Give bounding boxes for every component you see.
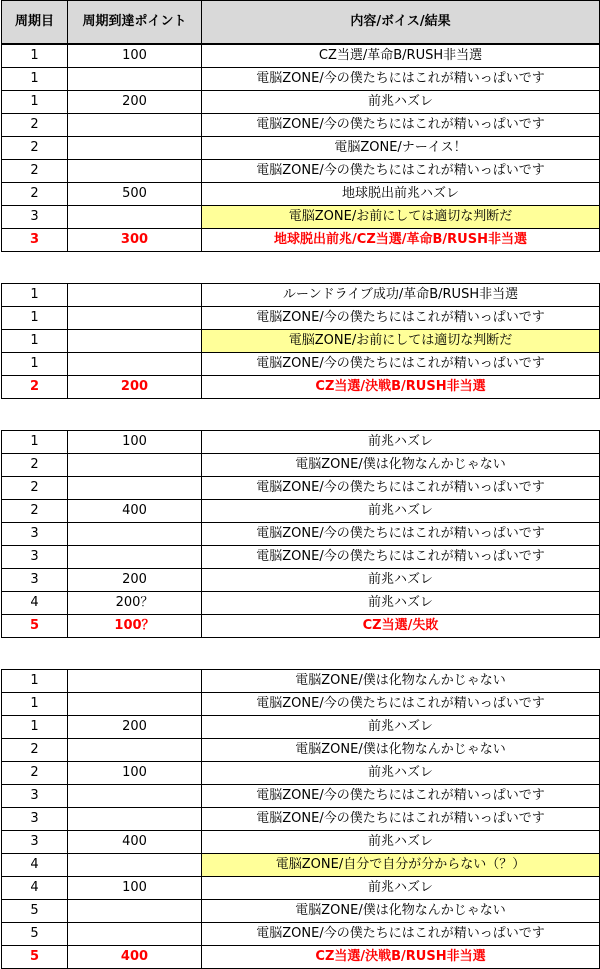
points-cell: 500 <box>68 183 202 206</box>
content-cell: 前兆ハズレ <box>202 716 600 739</box>
content-cell: 前兆ハズレ <box>202 762 600 785</box>
table-row <box>2 523 600 546</box>
points-cell: 200？ <box>68 592 202 615</box>
table-row <box>2 137 600 160</box>
result-row <box>2 376 600 399</box>
table-row <box>2 877 600 900</box>
table-row <box>2 454 600 477</box>
cycle-cell: 1 <box>2 353 68 376</box>
points-cell <box>68 137 202 160</box>
cycle-cell: 1 <box>2 284 68 307</box>
cycle-cell: 1 <box>2 693 68 716</box>
cycle-cell: 1 <box>2 91 68 114</box>
table-row <box>2 477 600 500</box>
content-cell: 電脳ZONE/今の僕たちにはこれが精いっぱいです <box>202 785 600 808</box>
content-cell: 電脳ZONE/今の僕たちにはこれが精いっぱいです <box>202 353 600 376</box>
table-row <box>2 183 600 206</box>
points-cell <box>68 477 202 500</box>
content-cell: CZ当選/革命B/RUSH非当選 <box>202 45 600 68</box>
header-points: 周期到達ポイント <box>68 1 202 44</box>
sections-container <box>0 44 600 969</box>
content-cell: 電脳ZONE/今の僕たちにはこれが精いっぱいです <box>202 114 600 137</box>
points-cell <box>68 900 202 923</box>
points-cell <box>68 114 202 137</box>
content-cell: 電脳ZONE/今の僕たちにはこれが精いっぱいです <box>202 160 600 183</box>
content-cell: 地球脱出前兆ハズレ <box>202 183 600 206</box>
table-row <box>2 68 600 91</box>
content-cell: 前兆ハズレ <box>202 91 600 114</box>
table-row <box>2 785 600 808</box>
section-table-3 <box>1 430 600 638</box>
cycle-cell: 2 <box>2 454 68 477</box>
table-row <box>2 831 600 854</box>
cycle-cell: 5 <box>2 946 68 969</box>
result-row <box>2 946 600 969</box>
table-row <box>2 206 600 229</box>
points-cell <box>68 330 202 353</box>
content-cell: 電脳ZONE/僕は化物なんかじゃない <box>202 454 600 477</box>
points-cell: 100 <box>68 877 202 900</box>
table-row <box>2 716 600 739</box>
points-cell: 300 <box>68 229 202 252</box>
header-row <box>2 1 600 44</box>
table-row <box>2 91 600 114</box>
section-table-1 <box>1 44 600 252</box>
content-cell: 地球脱出前兆/CZ当選/革命B/RUSH非当選 <box>202 229 600 252</box>
section-table-4 <box>1 669 600 969</box>
content-cell: 電脳ZONE/ナーイス！ <box>202 137 600 160</box>
content-cell: 電脳ZONE/今の僕たちにはこれが精いっぱいです <box>202 477 600 500</box>
points-cell <box>68 284 202 307</box>
cycle-cell: 3 <box>2 229 68 252</box>
content-cell: 前兆ハズレ <box>202 500 600 523</box>
header-table <box>1 0 600 44</box>
section-gap <box>0 252 600 283</box>
table-row <box>2 500 600 523</box>
cycle-cell: 1 <box>2 307 68 330</box>
points-cell <box>68 923 202 946</box>
content-cell: 電脳ZONE/今の僕たちにはこれが精いっぱいです <box>202 923 600 946</box>
cycle-cell: 1 <box>2 330 68 353</box>
cycle-cell: 3 <box>2 569 68 592</box>
cycle-cell: 3 <box>2 546 68 569</box>
cycle-cell: 2 <box>2 114 68 137</box>
cycle-cell: 3 <box>2 206 68 229</box>
content-cell: 前兆ハズレ <box>202 569 600 592</box>
points-cell <box>68 523 202 546</box>
result-row <box>2 615 600 638</box>
section-gap <box>0 399 600 430</box>
content-cell: 電脳ZONE/僕は化物なんかじゃない <box>202 739 600 762</box>
cycle-cell: 1 <box>2 716 68 739</box>
cycle-cell: 4 <box>2 854 68 877</box>
points-cell <box>68 307 202 330</box>
cycle-cell: 2 <box>2 160 68 183</box>
points-cell <box>68 454 202 477</box>
content-cell: 電脳ZONE/お前にしては適切な判断だ <box>202 330 600 353</box>
cycle-cell: 5 <box>2 923 68 946</box>
table-row <box>2 45 600 68</box>
points-cell <box>68 68 202 91</box>
cycle-cell: 3 <box>2 785 68 808</box>
table-row <box>2 923 600 946</box>
result-row <box>2 229 600 252</box>
points-cell: 100 <box>68 762 202 785</box>
table-row <box>2 670 600 693</box>
cycle-cell: 2 <box>2 762 68 785</box>
points-cell <box>68 353 202 376</box>
content-cell: 電脳ZONE/僕は化物なんかじゃない <box>202 670 600 693</box>
points-cell: 400 <box>68 500 202 523</box>
points-cell <box>68 808 202 831</box>
content-cell: 電脳ZONE/今の僕たちにはこれが精いっぱいです <box>202 693 600 716</box>
table-row <box>2 431 600 454</box>
content-cell: 前兆ハズレ <box>202 431 600 454</box>
points-cell: 200 <box>68 376 202 399</box>
cycle-cell: 1 <box>2 670 68 693</box>
points-cell: 100 <box>68 431 202 454</box>
content-cell: 電脳ZONE/今の僕たちにはこれが精いっぱいです <box>202 546 600 569</box>
table-row <box>2 353 600 376</box>
table-row <box>2 900 600 923</box>
cycle-cell: 3 <box>2 808 68 831</box>
table-row <box>2 307 600 330</box>
content-cell: 電脳ZONE/今の僕たちにはこれが精いっぱいです <box>202 808 600 831</box>
points-cell: 200 <box>68 569 202 592</box>
points-cell <box>68 160 202 183</box>
points-cell <box>68 206 202 229</box>
table-row <box>2 592 600 615</box>
points-cell: 100 <box>68 45 202 68</box>
content-cell: 前兆ハズレ <box>202 831 600 854</box>
cycle-cell: 2 <box>2 376 68 399</box>
content-cell: 電脳ZONE/僕は化物なんかじゃない <box>202 900 600 923</box>
cycle-cell: 1 <box>2 45 68 68</box>
table-row <box>2 762 600 785</box>
cycle-cell: 2 <box>2 500 68 523</box>
content-cell: CZ当選/決戦B/RUSH非当選 <box>202 376 600 399</box>
cycle-cell: 3 <box>2 831 68 854</box>
cycle-cell: 5 <box>2 900 68 923</box>
cycle-cell: 1 <box>2 68 68 91</box>
table-row <box>2 114 600 137</box>
table-row <box>2 284 600 307</box>
content-cell: 前兆ハズレ <box>202 877 600 900</box>
cycle-cell: 2 <box>2 477 68 500</box>
cycle-cell: 4 <box>2 592 68 615</box>
content-cell: 前兆ハズレ <box>202 592 600 615</box>
table-row <box>2 854 600 877</box>
points-cell <box>68 670 202 693</box>
points-cell: 200 <box>68 716 202 739</box>
cycle-cell: 2 <box>2 739 68 762</box>
points-cell <box>68 739 202 762</box>
cycle-cell: 3 <box>2 523 68 546</box>
header-content: 内容/ボイス/結果 <box>202 1 600 44</box>
content-cell: 電脳ZONE/今の僕たちにはこれが精いっぱいです <box>202 307 600 330</box>
table-row <box>2 546 600 569</box>
points-cell <box>68 785 202 808</box>
content-cell: CZ当選/失敗 <box>202 615 600 638</box>
table-row <box>2 160 600 183</box>
cycle-cell: 1 <box>2 431 68 454</box>
content-cell: 電脳ZONE/今の僕たちにはこれが精いっぱいです <box>202 68 600 91</box>
table-row <box>2 330 600 353</box>
header-cycle: 周期目 <box>2 1 68 44</box>
content-cell: ルーンドライブ成功/革命B/RUSH非当選 <box>202 284 600 307</box>
section-gap <box>0 638 600 669</box>
points-cell: 400 <box>68 831 202 854</box>
points-cell <box>68 693 202 716</box>
table-row <box>2 808 600 831</box>
content-cell: 電脳ZONE/今の僕たちにはこれが精いっぱいです <box>202 523 600 546</box>
table-row <box>2 693 600 716</box>
content-cell: CZ当選/決戦B/RUSH非当選 <box>202 946 600 969</box>
cycle-cell: 2 <box>2 183 68 206</box>
section-table-2 <box>1 283 600 399</box>
cycle-cell: 4 <box>2 877 68 900</box>
cycle-cell: 2 <box>2 137 68 160</box>
points-cell: 100？ <box>68 615 202 638</box>
table-row <box>2 739 600 762</box>
content-cell: 電脳ZONE/自分で自分が分からない（？） <box>202 854 600 877</box>
points-cell <box>68 546 202 569</box>
table-row <box>2 569 600 592</box>
content-cell: 電脳ZONE/お前にしては適切な判断だ <box>202 206 600 229</box>
cycle-cell: 5 <box>2 615 68 638</box>
points-cell: 400 <box>68 946 202 969</box>
points-cell: 200 <box>68 91 202 114</box>
points-cell <box>68 854 202 877</box>
